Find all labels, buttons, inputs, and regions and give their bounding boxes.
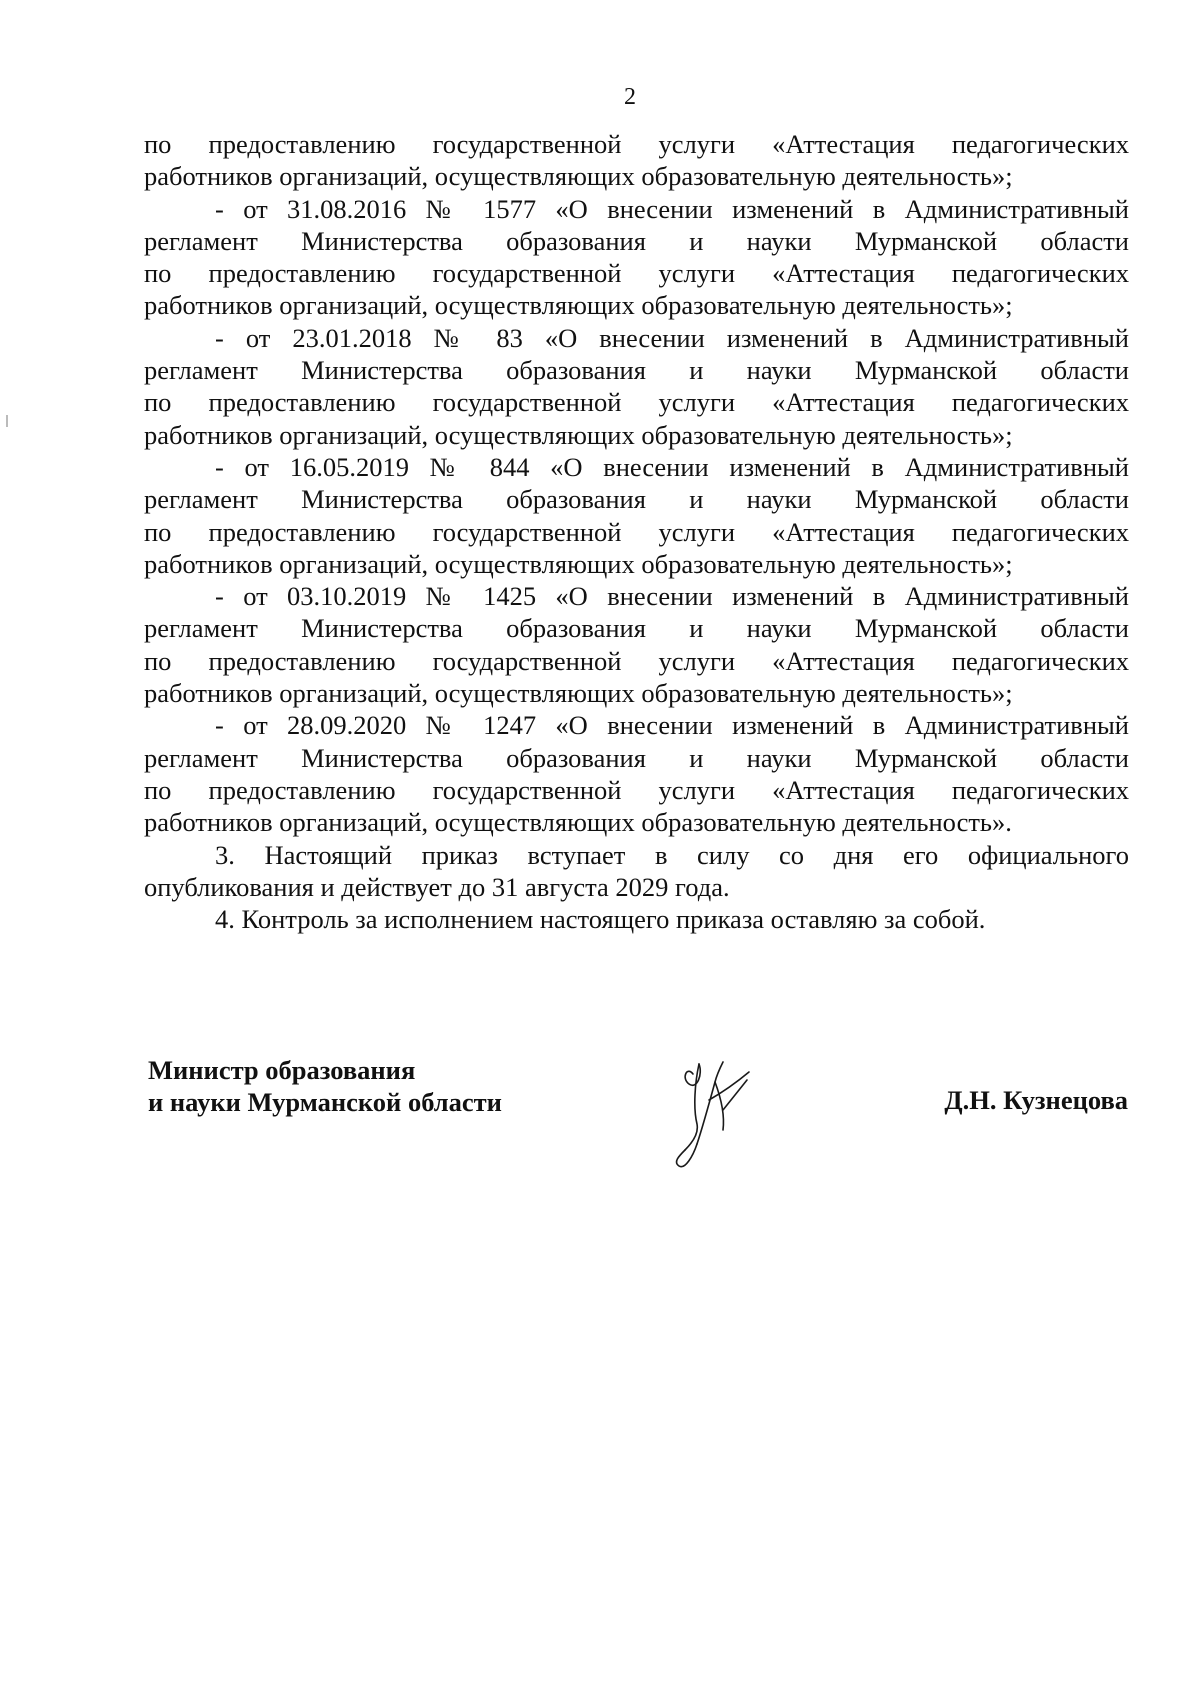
paragraph-continuation (144, 128, 1129, 193)
list-item-order-1425 (144, 580, 1129, 709)
handwritten-signature (663, 1052, 763, 1172)
text-line: опубликования и действует до 31 августа 2029 года. (144, 871, 730, 902)
signatory-title-line: и науки Мурманской области (148, 1087, 502, 1117)
text-line: по предоставлению государственной услуги «Аттестация педагогических (144, 516, 1129, 547)
text-line: работников организаций, осуществляющих образовательную деятельность»; (144, 290, 1013, 321)
signatory-title-line: Министр образования (148, 1055, 416, 1085)
text-line: 4. Контроль за исполнением настоящего приказа оставляю за собой. (215, 904, 986, 935)
text-line: по предоставлению государственной услуги «Аттестация педагогических (144, 129, 1129, 159)
document-body (144, 128, 1129, 935)
list-item-order-1577 (144, 193, 1129, 322)
text-line: работников организаций, осуществляющих образовательную деятельность»; (144, 678, 1013, 709)
text-line: - от 28.09.2020 № 1247 «О внесении изменений в Административный (215, 710, 1129, 741)
text-line: - от 03.10.2019 № 1425 «О внесении изменений в Административный (215, 581, 1129, 612)
text-line: работников организаций, осуществляющих образовательную деятельность»; (144, 161, 1013, 192)
signature-block (148, 1054, 1128, 1184)
list-item-order-844 (144, 451, 1129, 580)
list-item-order-83 (144, 322, 1129, 451)
text-line: 3. Настоящий приказ вступает в силу со дня его официального (215, 839, 1129, 870)
text-line: регламент Министерства образования и науки Мурманской области (144, 484, 1129, 515)
text-line: - от 31.08.2016 № 1577 «О внесении изменений в Административный (215, 193, 1129, 224)
list-item-order-1247 (144, 709, 1129, 838)
scan-artifact (6, 415, 8, 427)
text-line: работников организаций, осуществляющих образовательную деятельность»; (144, 548, 1013, 579)
signatory-name: Д.Н. Кузнецова (944, 1085, 1128, 1115)
signatory-title (148, 1054, 502, 1118)
text-line: регламент Министерства образования и науки Мурманской области (144, 613, 1129, 644)
text-line: - от 23.01.2018 № 83 «О внесении изменений в Административный (215, 322, 1129, 353)
text-line: по предоставлению государственной услуги «Аттестация педагогических (144, 387, 1129, 418)
text-line: - от 16.05.2019 № 844 «О внесении изменений в Административный (215, 451, 1129, 482)
text-line: по предоставлению государственной услуги «Аттестация педагогических (144, 258, 1129, 289)
text-line: по предоставлению государственной услуги «Аттестация педагогических (144, 645, 1129, 676)
text-line: работников организаций, осуществляющих образовательную деятельность»; (144, 419, 1013, 450)
page-number: 2 (624, 84, 636, 110)
clause-3 (144, 839, 1129, 904)
text-line: регламент Министерства образования и науки Мурманской области (144, 742, 1129, 773)
text-line: регламент Министерства образования и науки Мурманской области (144, 225, 1129, 256)
text-line: регламент Министерства образования и науки Мурманской области (144, 355, 1129, 386)
clause-4 (144, 903, 1129, 935)
text-line: по предоставлению государственной услуги «Аттестация педагогических (144, 774, 1129, 805)
text-line: работников организаций, осуществляющих образовательную деятельность». (144, 807, 1012, 838)
